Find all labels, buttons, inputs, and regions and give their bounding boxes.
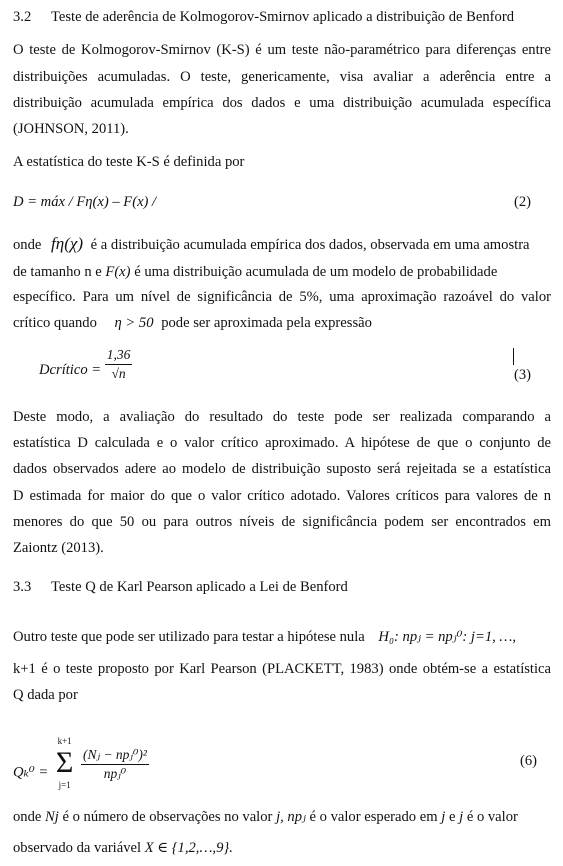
paragraph-line: k+1 é o teste proposto por Karl Pearson (PLACKETT, 1983) onde obtém-se a estatística [13, 661, 551, 677]
math-symbol: npⱼ [287, 809, 306, 825]
paragraph-line: (JOHNSON, 2011). [13, 121, 129, 137]
section-heading-3-2 [13, 8, 551, 26]
text-segment: onde [13, 237, 42, 253]
paragraph-line: Deste modo, a avaliação do resultado do teste pode ser realizada comparando a [13, 409, 551, 425]
equation-fraction [81, 746, 149, 783]
math-symbol: Nj [45, 809, 59, 825]
section-number: 3.2 [13, 9, 32, 25]
section-number: 3.3 [13, 579, 32, 595]
paragraph-line: específico. Para um nível de significância de 5%, uma aproximação razoável do valor [13, 289, 551, 305]
paragraph-line: distribuições acumuladas. O teste, genericamente, visa avaliar a aderência entre a [13, 69, 551, 85]
text-segment: é o número de observações no valor [62, 809, 273, 825]
hypothesis-expression: H₀: npⱼ = npⱼ⁰: j=1, …, [378, 629, 517, 645]
text-segment: crítico quando [13, 315, 97, 331]
paragraph-line: D estimada for maior do que o valor crítico adotado. Valores críticos para valores de n [13, 488, 551, 504]
paragraph-line: menores do que 50 ou para outros níveis de significância podem ser encontrados em [13, 514, 551, 530]
math-set: X ∈ {1,2,…,9}. [144, 840, 233, 856]
text-segment: é uma distribuição acumulada de um modelo de probabilidade [134, 264, 498, 280]
paragraph-line: Zaiontz (2013). [13, 540, 104, 556]
math-symbol: η > 50 [114, 315, 154, 331]
sum-lower-limit: j=1 [58, 780, 71, 790]
paragraph-line: dados observados adere ao modelo de distribuição suposto será rejeitada se a estatística [13, 461, 551, 477]
sigma-symbol: Σ [55, 746, 74, 779]
paragraph-line: Q dada por [13, 687, 78, 703]
paragraph-line [13, 235, 551, 254]
section-title: Teste Q de Karl Pearson aplicado a Lei de Benford [51, 579, 348, 595]
equation-fraction [105, 346, 133, 383]
paragraph-line [13, 628, 551, 646]
paragraph-line: A estatística do teste K-S é definida por [13, 154, 245, 170]
paragraph-line [13, 839, 551, 857]
math-symbol: F(x) [105, 264, 131, 280]
equation-3 [39, 347, 563, 383]
section-title: Teste de aderência de Kolmogorov-Smirnov aplicado a distribuição de Benford [51, 9, 514, 25]
equation-number: (3) [513, 367, 531, 383]
equation-expression: D = máx / Fη(x) – F(x) / [13, 194, 157, 210]
text-segment: é a distribuição acumulada empírica dos dados, observada em uma amostra [90, 237, 530, 253]
fraction-numerator: (Nⱼ − npⱼ⁰)² [81, 746, 149, 765]
paragraph-line: estatística D calculada e o valor crítico aproximado. A hipótese de que o conjunto de [13, 435, 551, 451]
fraction-denominator: npⱼ⁰ [103, 765, 127, 781]
paragraph-line: O teste de Kolmogorov-Smirnov (K-S) é um teste não-paramétrico para diferenças entre [13, 42, 551, 58]
paragraph-line [13, 263, 551, 281]
math-symbol: j [459, 809, 464, 825]
fraction-denominator: √n [111, 366, 126, 381]
summation [56, 732, 73, 794]
paragraph-line: distribuição acumulada empírica dos dados e uma distribuição acumulada específica [13, 95, 551, 111]
sum-upper-limit: k+1 [57, 736, 72, 746]
text-segment: e [448, 809, 456, 825]
equation-6 [13, 736, 551, 794]
section-heading-3-3 [13, 578, 551, 596]
text-segment: Outro teste que pode ser utilizado para testar a hipótese nula [13, 629, 365, 645]
math-symbol: j, [276, 809, 284, 825]
equation-number: (2) [513, 194, 531, 210]
text-segment: onde [13, 809, 42, 825]
text-segment: pode ser aproximada pela expressão [161, 315, 372, 331]
math-symbol: fη(χ) [51, 234, 83, 253]
equation-lhs: Dcrítico = [39, 361, 102, 378]
equation-2 [13, 193, 551, 211]
text-segment: de tamanho n e [13, 264, 102, 280]
text-cursor [513, 348, 514, 365]
math-symbol: j [441, 809, 446, 825]
fraction-numerator: 1,36 [105, 346, 133, 365]
equation-number: (6) [519, 753, 537, 769]
paragraph-line [13, 808, 551, 826]
text-segment: observado da variável [13, 840, 142, 856]
equation-lhs: Qₖ⁰ = [13, 764, 49, 781]
paragraph-line [13, 314, 551, 332]
text-segment: é o valor esperado em [309, 809, 438, 825]
text-segment: é o valor [466, 809, 518, 825]
